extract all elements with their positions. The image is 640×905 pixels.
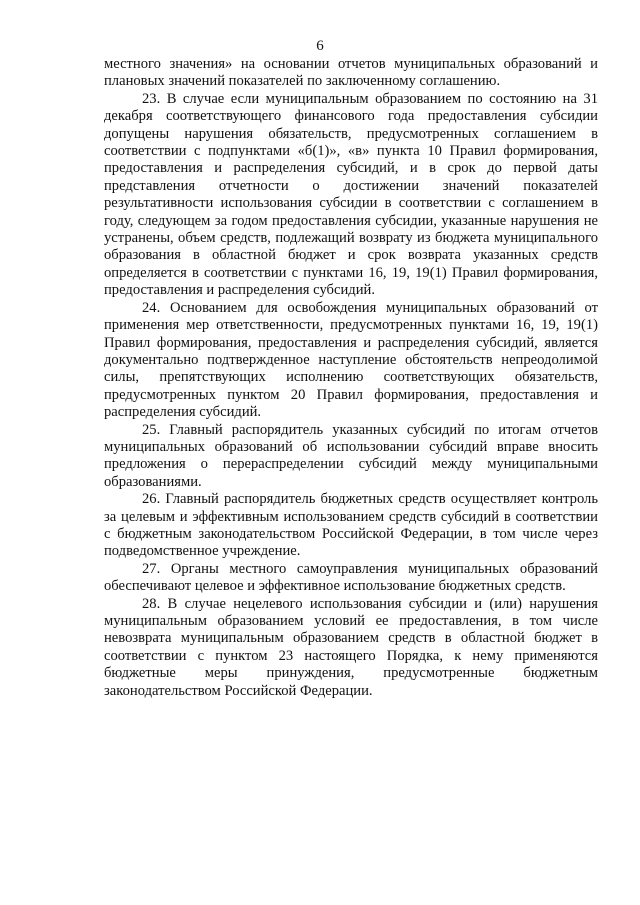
paragraph-27: 27. Органы местного самоуправления муниципальных образований обеспечивают целевое и эффективное использование бюджетных средств.	[104, 560, 598, 595]
paragraph-26: 26. Главный распорядитель бюджетных средств осуществляет контроль за целевым и эффективным использованием средств субсидий в соответствии с бюджетным законодательством Российской Федерации, в том числе через подведомственное учреждение.	[104, 491, 598, 560]
paragraph-24: 24. Основанием для освобождения муниципальных образований от применения мер ответственности, предусмотренных пунктами 16, 19, 19(1) Правил формирования, предоставления и распределения субсидий, является документально подтвержденное наступление обстоятельств непреодолимой силы, препятствующих исполнению соответствующих обязательств, предусмотренных пунктом 20 Правил формирования, предоставления и распределения субсидий.	[104, 299, 598, 421]
paragraph-continuation: местного значения» на основании отчетов муниципальных образований и плановых значений показателей по заключенному соглашению.	[104, 56, 598, 90]
paragraph-23: 23. В случае если муниципальным образованием по состоянию на 31 декабря соответствующего финансового года предоставления субсидии допущены нарушения обязательств, предусмотренных соглашением в соответствии с подпунктами «б(1)», «в» пункта 10 Правил формирования, предоставления и распределения субсидий, и в срок до первой даты представления отчетности о достижении значений показателей результативности использования субсидии в соответствии с соглашением в году, следующем за годом предоставления субсидии, указанные нарушения не устранены, объем средств, подлежащий возврату из бюджета муниципального образования в областной бюджет и срок возврата указанных средств определяется в соответствии с пунктами 16, 19, 19(1) Правил формирования, предоставления и распределения субсидий.	[104, 90, 598, 299]
paragraph-25: 25. Главный распорядитель указанных субсидий по итогам отчетов муниципальных образований об использовании субсидий вправе вносить предложения о перераспределении субсидий между муниципальными образованиями.	[104, 421, 598, 490]
paragraph-28: 28. В случае нецелевого использования субсидии и (или) нарушения муниципальным образованием условий ее предоставления, в том числе невозврата муниципальным образованием средств в областной бюджет в соответствии с пунктом 23 настоящего Порядка, к нему применяются бюджетные меры принуждения, предусмотренные бюджетным законодательством Российской Федерации.	[104, 595, 598, 699]
document-body	[104, 56, 598, 700]
page-number: 6	[316, 38, 324, 54]
